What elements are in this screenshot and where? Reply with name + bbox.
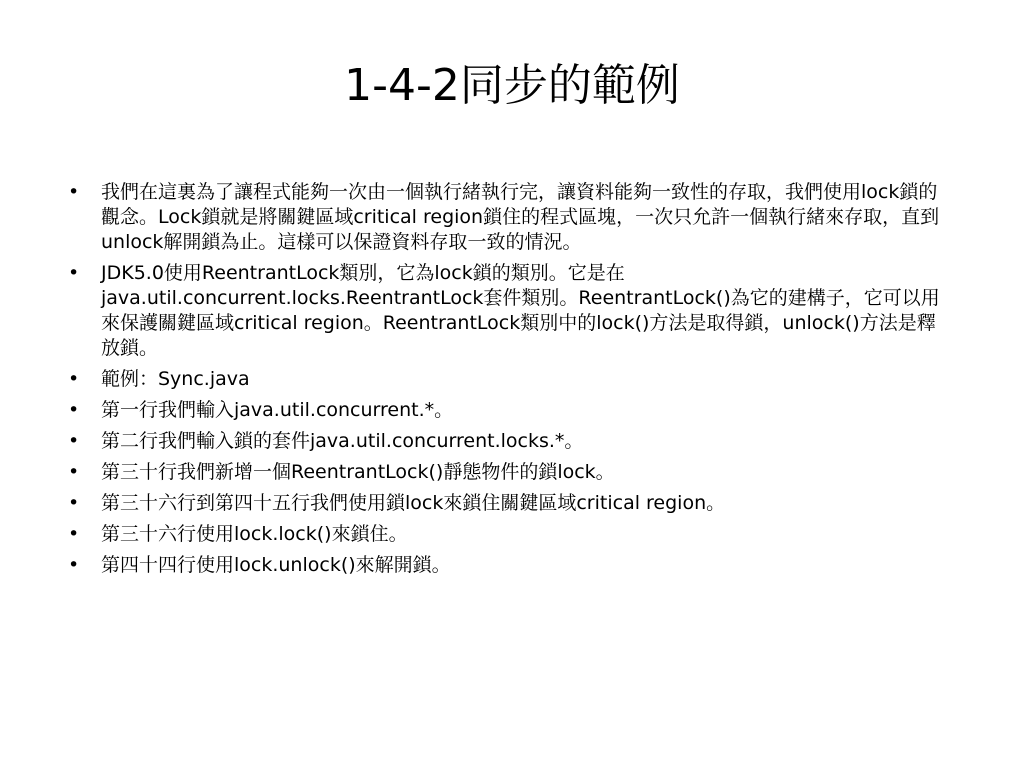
slide-title: 1-4-2同步的範例: [344, 60, 680, 111]
bullet-text: 第四十四行使用lock.unlock()來解開鎖。: [101, 554, 451, 576]
bullet-dot: •: [68, 181, 80, 203]
bullet-dot: •: [68, 262, 80, 284]
bullet-item-line-1: [68, 398, 948, 423]
bullet-dot: •: [68, 554, 80, 576]
bullet-dot: •: [68, 523, 80, 545]
bullet-dot: •: [68, 461, 80, 483]
bullet-item-line-36: [68, 522, 948, 547]
bullet-text: JDK5.0使用ReentrantLock類別，它為lock鎖的類別。它是在java.util.concurrent.locks.ReentrantLock套件類別。ReentrantLock()為它的建構子，它可以用來保護關鍵區域critical region。ReentrantLock類別中的lock()方法是取得鎖，unlock()方法是釋放鎖。: [101, 262, 940, 359]
bullet-item-line-44: [68, 553, 948, 578]
bullet-text: 第三十六行使用lock.lock()來鎖住。: [101, 523, 408, 545]
bullet-list: [68, 180, 948, 584]
bullet-text: 第一行我們輸入java.util.concurrent.*。: [101, 399, 454, 421]
bullet-text: 第二行我們輸入鎖的套件java.util.concurrent.locks.*。: [101, 430, 584, 452]
bullet-item-example-file: [68, 367, 948, 392]
bullet-text: 第三十行我們新增一個ReentrantLock()靜態物件的鎖lock。: [101, 461, 615, 483]
bullet-text: 第三十六行到第四十五行我們使用鎖lock來鎖住關鍵區域critical region。: [101, 492, 726, 514]
bullet-dot: •: [68, 368, 80, 390]
bullet-item-line-30: [68, 460, 948, 485]
bullet-dot: •: [68, 492, 80, 514]
bullet-text: 我們在這裏為了讓程式能夠一次由一個執行緒執行完，讓資料能夠一致性的存取，我們使用lock鎖的觀念。Lock鎖就是將關鍵區域critical region鎖住的程式區塊，一次只允許一個執行緒來存取，直到unlock解開鎖為止。這樣可以保證資料存取一致的情況。: [101, 181, 940, 253]
bullet-text: 範例：Sync.java: [101, 368, 250, 390]
bullet-dot: •: [68, 430, 80, 452]
bullet-dot: •: [68, 399, 80, 421]
bullet-item-lock-concept: [68, 180, 948, 255]
bullet-item-lines-36-45: [68, 491, 948, 516]
bullet-item-reentrantlock: [68, 261, 948, 361]
bullet-item-line-2: [68, 429, 948, 454]
